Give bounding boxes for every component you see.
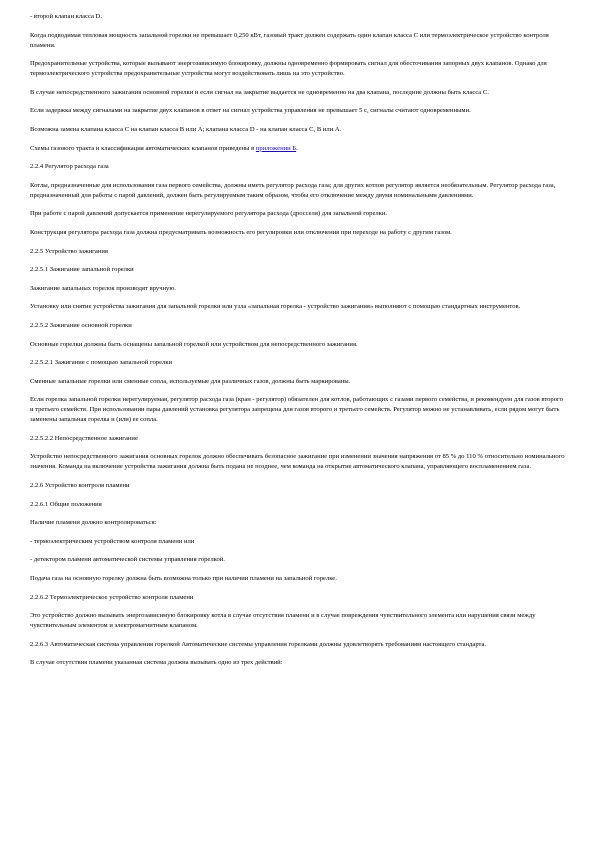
paragraph xyxy=(30,377,565,387)
section-heading xyxy=(30,321,565,331)
heading-text: 2.2.4 Регулятор расхода газа xyxy=(30,163,109,171)
section-heading xyxy=(30,358,565,368)
heading-text: 2.2.5.1 Зажигание запальной горелки xyxy=(30,266,134,274)
paragraph xyxy=(30,611,565,631)
paragraph-text: Установку или снятие устройства зажигания для запальной горелки или узла «запальная горелка - устройство зажигания» выполняют с помощью стандартных инструментов. xyxy=(30,303,521,311)
paragraph xyxy=(30,574,565,584)
paragraph xyxy=(30,31,565,51)
paragraph-text: Конструкция регулятора расхода газа должна предусматривать возможность его регулировки или отключения при переходе на работу с другим газом. xyxy=(30,228,452,236)
document-body xyxy=(30,12,565,677)
paragraph xyxy=(30,181,565,201)
paragraph-text: 2.2.6.3 Автоматическая система управления горелкой Автоматические системы управления горелками должны удовлетворять требованиям настоящего стандарта. xyxy=(30,640,487,648)
paragraph-text: - детектором пламени автоматической системы управления горелкой. xyxy=(30,556,225,564)
heading-text: 2.2.6.2 Термоэлектрическое устройство контроля пламени xyxy=(30,593,194,601)
heading-text: 2.2.5.2.1 Зажигание с помощью запальной горелки xyxy=(30,359,173,367)
paragraph xyxy=(30,658,565,668)
paragraph-text: В случае отсутствия пламени указанная система должна вызывать одно из трех действий: xyxy=(30,659,283,667)
paragraph-text-tail: . xyxy=(296,144,298,152)
paragraph xyxy=(30,302,565,312)
heading-text: 2.2.5.2.2 Непосредственное зажигание xyxy=(30,434,138,442)
paragraph xyxy=(30,537,565,547)
paragraph-text: Зажигание запальных горелок производят вручную. xyxy=(30,284,176,292)
paragraph xyxy=(30,144,565,154)
paragraph xyxy=(30,452,565,472)
paragraph xyxy=(30,555,565,565)
paragraph xyxy=(30,12,565,22)
paragraph-text: При работе с парой давлений допускается применение нерегулируемого регулятора расхода (дросселя) для запальной горелки. xyxy=(30,210,388,218)
paragraph-text: Сменные запальные горелки или сменные сопла, используемые для различных газов, должны быть маркированы. xyxy=(30,377,351,385)
paragraph-text: Это устройство должно вызывать энергозависимую блокировку котла в случае отсутствия пламени и в случае повреждения чувствительного элемента или нарушения связи между чувствительным элементом и электромагнитным клапаном. xyxy=(30,612,536,630)
paragraph-text: Основные горелки должны быть оснащены запальной горелкой или устройством для непосредственного зажигания. xyxy=(30,340,358,348)
paragraph xyxy=(30,209,565,219)
paragraph xyxy=(30,228,565,238)
paragraph xyxy=(30,640,565,650)
section-heading xyxy=(30,481,565,491)
paragraph-text: - термоэлектрическим устройством контроля пламени или xyxy=(30,537,195,545)
paragraph xyxy=(30,88,565,98)
section-heading xyxy=(30,593,565,603)
paragraph-text: Предохранительные устройства, которые вызывают энергозависимую блокировку, должны одновременно формировать сигнал для обесточивания запорных двух клапанов. Однако для термоэлектрического устройства предохранительные устройства могут воздействовать лишь на это устройство. xyxy=(30,60,547,78)
paragraph-text: Схемы газового тракта и классификация автоматических клапанов приведены в xyxy=(30,144,256,152)
paragraph xyxy=(30,59,565,79)
paragraph xyxy=(30,518,565,528)
paragraph-text: Когда подводимая тепловая мощность запальной горелки не превышает 0,250 кВт, газовый тракт должен содержать один клапан класса C или термоэлектрическое устройство контроля пламени. xyxy=(30,31,549,49)
paragraph-text: Наличие пламени должно контролироваться: xyxy=(30,519,157,527)
section-heading xyxy=(30,162,565,172)
paragraph-text: В случае непосредственного зажигания основной горелки и если сигнал на закрытие выдается не одновременно на два клапана, последние должны быть класса C. xyxy=(30,88,489,96)
paragraph-text: Подача газа на основную горелку должна быть возможна только при наличии пламени на запальной горелке. xyxy=(30,575,337,583)
paragraph xyxy=(30,125,565,135)
paragraph xyxy=(30,284,565,294)
paragraph-text: - второй клапан класса D. xyxy=(30,13,102,20)
heading-text: 2.2.6.1 Общие положения xyxy=(30,500,102,508)
paragraph xyxy=(30,395,565,425)
paragraph-text: Возможна замена клапана класса C на клапан класса B или A; клапана класса D - на клапан класса C, B или A. xyxy=(30,125,342,133)
paragraph xyxy=(30,340,565,350)
heading-text: 2.2.5 Устройство зажигания xyxy=(30,247,108,255)
section-heading xyxy=(30,434,565,444)
section-heading xyxy=(30,500,565,510)
heading-text: 2.2.5.2 Зажигание основной горелки xyxy=(30,321,132,329)
paragraph xyxy=(30,106,565,116)
section-heading xyxy=(30,265,565,275)
heading-text: 2.2.6 Устройство контроля пламени xyxy=(30,482,130,490)
section-heading xyxy=(30,247,565,257)
paragraph-text: Котлы, предназначенные для использования газа первого семейства, должны иметь регулятор расхода газа; для других котлов регулятор является необязательным. Регулятор расхода газа, предназначенный для работы с парой давлений, должен быть регулируемым таким образом, чтобы его отключение между двумя номинальными давлениями. xyxy=(30,181,556,199)
paragraph-text: Если задержка между сигналами на закрытие двух клапанов в ответ на сигнал устройства управления не превышает 5 с, сигналы считают одновременными. xyxy=(30,107,471,115)
paragraph-text: Устройство непосредственного зажигания основных горелок должно обеспечивать безопасное зажигание при изменении значения напряжения от 85 % до 110 % относительно номинального значения. Команда на включение устройства зажигания должна быть подана не позднее, чем команда на открытие автоматического клапана, управляющего воспламенением газа. xyxy=(30,453,565,471)
paragraph-text: Если горелка запальной горелки нерегулируемая, регулятор расхода газа (кран - регулятор) обязателен для котлов, работающих с газами первого семейства, и рекомендуем для газов второго и третьего семейств. При использовании пары давлений установка регулятора запрещена для газов второго и третьего семейств. Регулятор можно не устанавливать, если рядом могут быть заменены запальная горелка и (или) ее сопла. xyxy=(30,396,563,424)
appendix-link[interactable]: приложении Б xyxy=(255,144,297,152)
